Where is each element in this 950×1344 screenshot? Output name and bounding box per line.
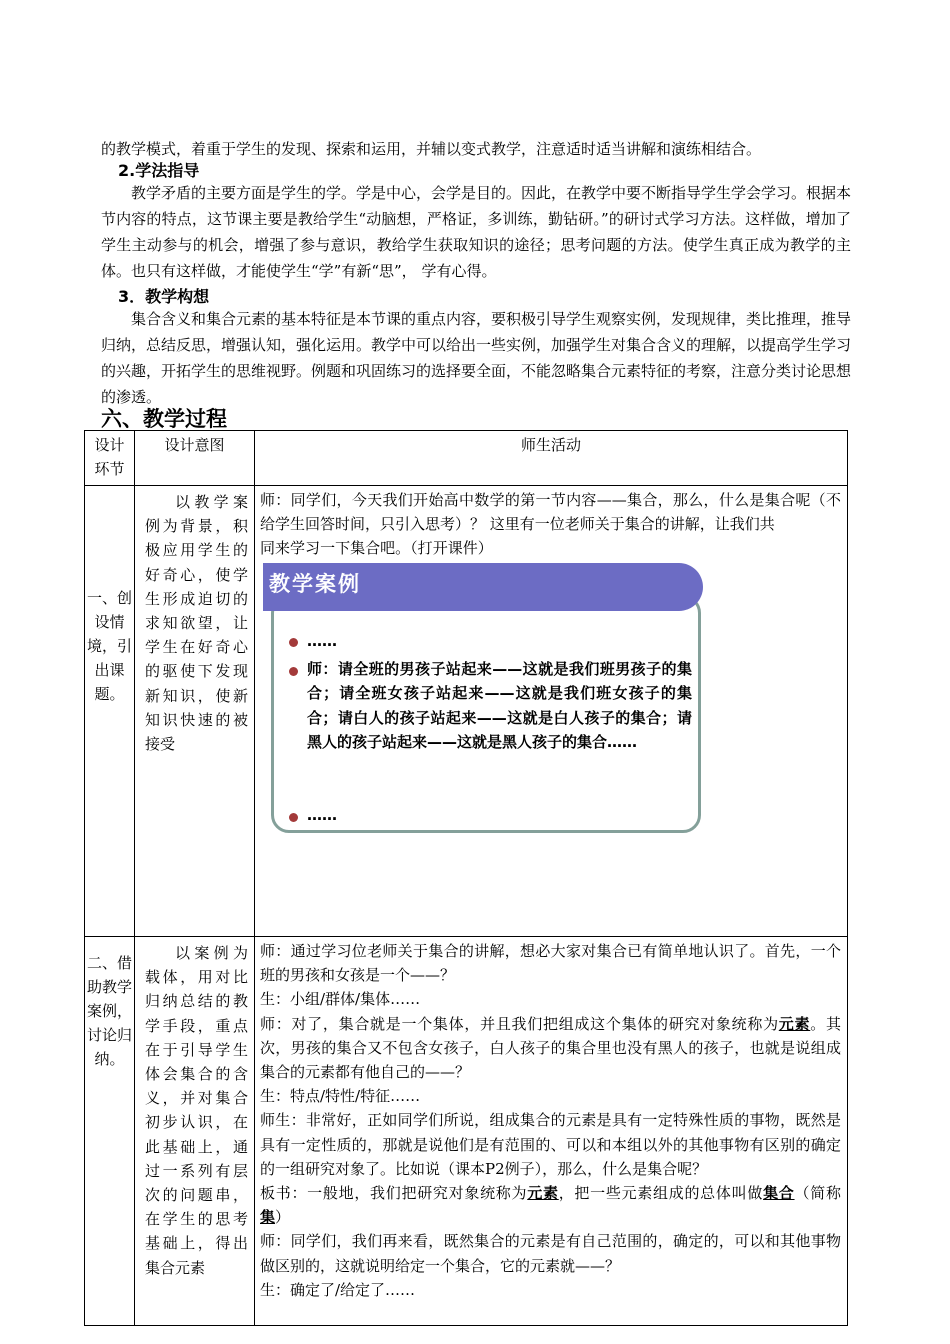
- activity-text: 师生：非常好，正如同学们所说，组成集合的元素是具有一定特殊性质的事物，既然是具有一定性质的，那就是说他们是有范围的、可以和本组以外的其他事物有区别的确定的一组研究对象了。比如说（课本P2例子），那么，什么是集合呢？: [260, 1111, 841, 1178]
- activity-text-justified: 同来学习一下集合吧。（打开课件）: [260, 539, 493, 558]
- activity-cell: [255, 486, 848, 937]
- heading-study-guidance: 2.学法指导: [118, 161, 200, 180]
- slide-banner: [263, 563, 703, 611]
- section-title: 六、教学过程: [101, 407, 227, 431]
- paragraph-teaching-design: 集合含义和集合元素的基本特征是本节课的重点内容，要积极引导学生观察实例，发现规律，类比推理，推导归纳，总结反思，增强认知，强化运用。教学中可以给出一些实例，加强学生对集合含义的理解，以提高学生学习的兴趣，开拓学生的思维视野。例题和巩固练习的选择要全面，不能忽略集合元素特征的考察，注意分类讨论思想的渗透。: [101, 310, 852, 406]
- slide-ellipsis-bottom: ……: [307, 805, 337, 824]
- activity-text: 生：特点/特性/特征……: [260, 1087, 421, 1106]
- bullet-icon: [289, 638, 298, 647]
- activity-cell: [255, 937, 848, 1326]
- slide-title: 教学案例: [269, 571, 361, 596]
- table-row: [85, 937, 848, 1326]
- bullet-icon: [289, 813, 298, 822]
- slide-body-text: 师：请全班的男孩子站起来——这就是我们班男孩子的集合；请全班女孩子站起来——这就是我们班女孩子的集合；请白人的孩子站起来——这就是白人孩子的集合；请黑人的孩子站起来——这就是黑人孩子的集合……: [307, 659, 692, 752]
- table-header-row: [85, 431, 848, 486]
- activity-text: 师：对了，集合就是一个集体，并且我们把组成这个集体的研究对象统称为元素。其次，男孩的集合又不包含女孩子，白人孩子的集合里也没有黑人的孩子，也就是说组成集合的元素都有他自己的——？: [260, 1014, 841, 1082]
- table-row: [85, 486, 848, 937]
- activity-text: 生：确定了/给定了……: [260, 1280, 416, 1299]
- slide-ellipsis-top: ……: [307, 631, 337, 650]
- term-set: 集合: [763, 1184, 795, 1203]
- bullet-icon: [289, 667, 298, 676]
- teaching-process-table: [84, 430, 848, 1326]
- case-slide-image: [263, 563, 707, 833]
- activity-text: 师：同学们，我们再来看，既然集合的元素是有自己范围的，确定的，可以和其他事物做区别的，这就说明给定一个集合，它的元素就——？: [260, 1232, 841, 1275]
- intent-cell: 以教学案例为背景，积极应用学生的好奇心，使学生形成迫切的求知欲望，让学生在好奇心的驱使下发现新知识，使新知识快速的被接受: [135, 486, 255, 937]
- header-activities: 师生活动: [255, 431, 848, 486]
- term-element: 元素: [778, 1014, 811, 1033]
- activity-text: 师：同学们，今天我们开始高中数学的第一节内容——集合，那么，什么是集合呢（不给学生回答时间，只引入思考）？ 这里有一位老师关于集合的讲解，让我们共: [260, 491, 841, 534]
- intent-cell: 以案例为载体，用对比归纳总结的教学手段，重点在于引导学生体会集合的含义，并对集合初步认识，在此基础上，通过一系列有层次的问题串，在学生的思考基础上，得出集合元素: [135, 937, 255, 1326]
- paragraph-study-guidance: 教学矛盾的主要方面是学生的学。学是中心，会学是目的。因此，在教学中要不断指导学生学会学习。根据本节内容的特点，这节课主要是教给学生“动脑想，严格证，多训练，勤钻研。”的研讨式学习方法。这样做，增加了学生主动参与的机会，增强了参与意识，教给学生获取知识的途径；思考问题的方法。使学生真正成为教学的主体。也只有这样做，才能使学生“学”有新“思”， 学有心得。: [101, 184, 852, 280]
- heading-teaching-design: 3．教学构想: [118, 287, 210, 306]
- term-set-short: 集: [260, 1208, 276, 1227]
- paragraph-teaching-mode: 的教学模式，着重于学生的发现、探索和运用，并辅以变式教学，注意适时适当讲解和演练相结合。: [101, 140, 762, 158]
- term-element: 元素: [527, 1184, 559, 1203]
- activity-text: 生：小组/群体/集体……: [260, 990, 421, 1009]
- activity-text: 师：通过学习位老师关于集合的讲解，想必大家对集合已有简单地认识了。首先，一个班的男孩和女孩是一个——？: [260, 942, 841, 985]
- stage-cell: 二、借助教学案例，讨论归纳。: [85, 937, 135, 1326]
- header-design-stage: 设计环节: [85, 431, 135, 486]
- header-design-intent: 设计意图: [135, 431, 255, 486]
- blackboard-text: 板书：一般地，我们把研究对象统称为元素，把一些元素组成的总体叫做集合（简称集）: [260, 1184, 841, 1227]
- stage-cell: 一、创设情境，引出课题。: [85, 486, 135, 937]
